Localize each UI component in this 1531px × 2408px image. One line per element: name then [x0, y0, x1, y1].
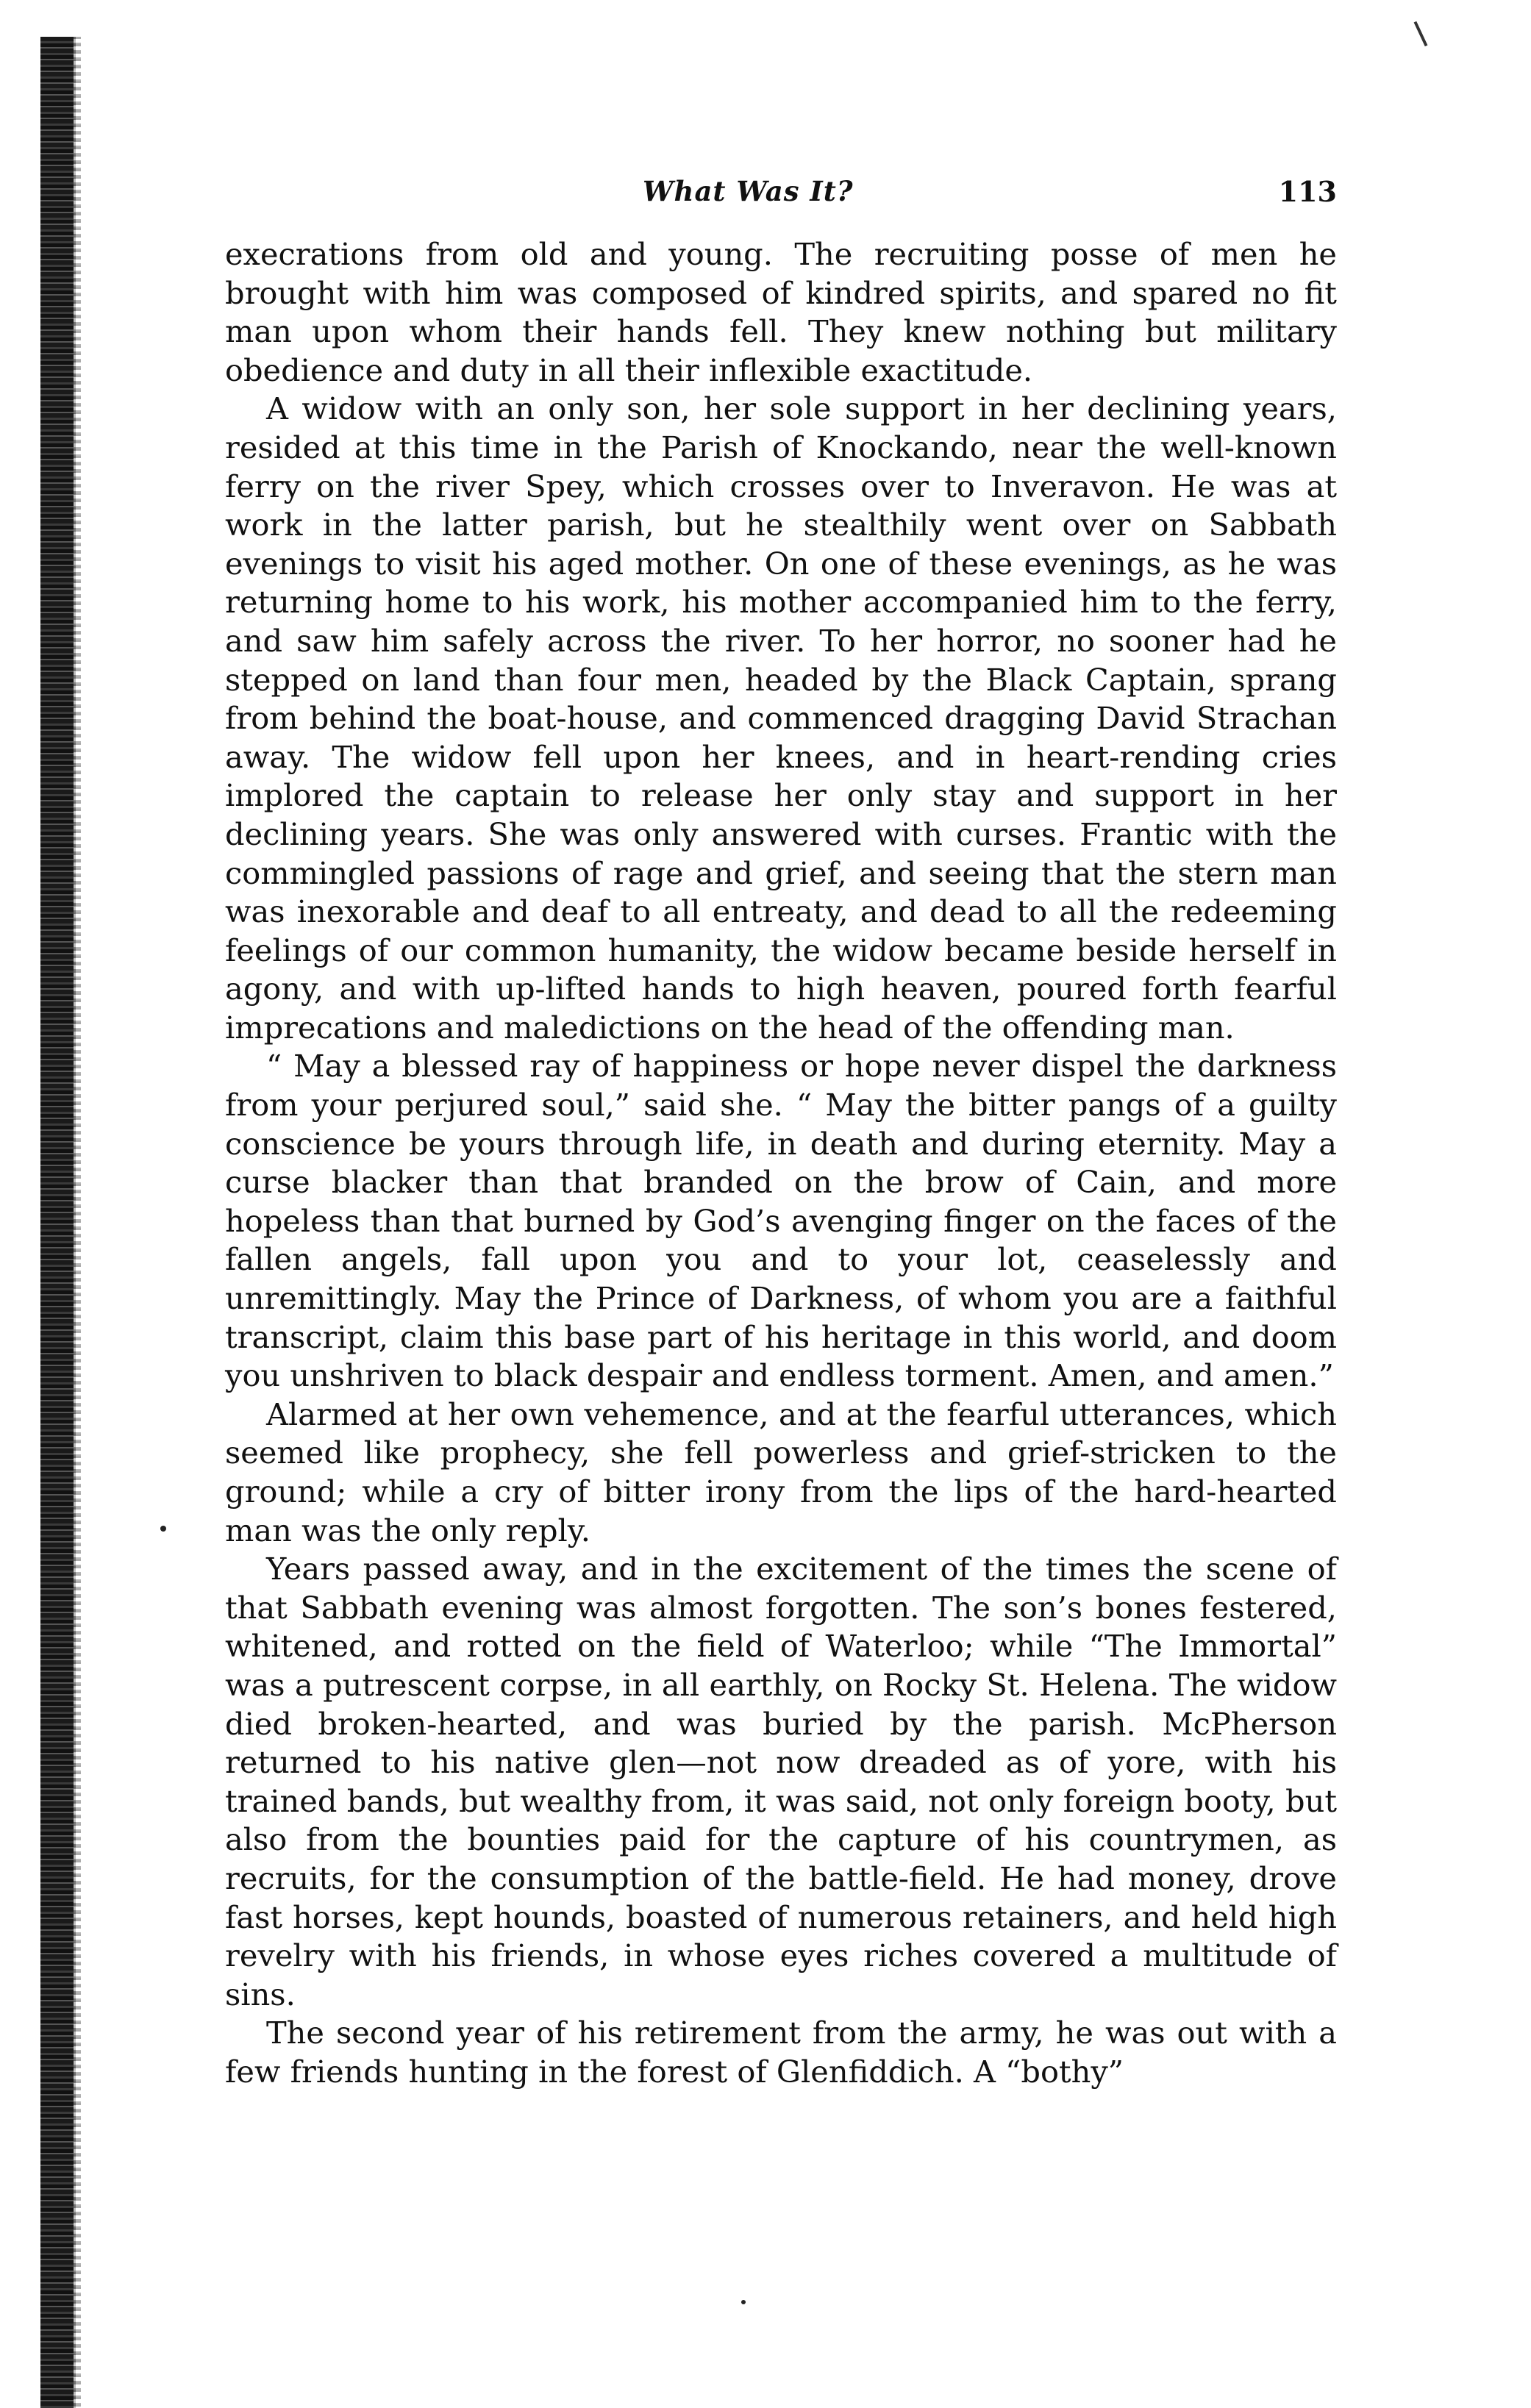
paragraph-2: A widow with an only son, her sole support in her declining years, resided at this time in the Parish of Knockando, near the well-known ferry on the river Spey, which crosses over to Inveravon. He was at work in the latter parish, but he stealthily went over on Sabbath evenings to visit his aged mother. On one of these evenings, as he was returning home to his work, his mother accompanied him to the ferry, and saw him safely across the river. To her horror, no sooner had he stepped on land than four men, headed by the Black Captain, sprang from behind the boat-house, and commenced dragging David Strachan away. The widow fell upon her knees, and in heart-rending cries implored the captain to release her only stay and support in her declining years. She was only answered with curses. Frantic with the commingled passions of rage and grief, and seeing that the stern man was inexorable and deaf to all entreaty, and dead to all the redeeming feelings of our common humanity, the widow became beside herself in agony, and with up-lifted hands to high heaven, poured forth fearful imprecations and maledictions on the head of the offending man. [225, 390, 1337, 1046]
page-gutter-edge [74, 37, 81, 2408]
paragraph-5: Years passed away, and in the excitement of the times the scene of that Sabbath evening was almost forgotten. The son’s bones festered, whitened, and rotted on the field of Waterloo; while “The Immortal” was a putrescent corpse, in all earthly, on Rocky St. Helena. The widow died broken-hearted, and was buried by the parish. McPherson returned to his native glen—not now dreaded as of yore, with his trained bands, but wealthy from, it was said, not only foreign booty, but also from the bounties paid for the capture of his countrymen, as recruits, for the consumption of the battle-field. He had money, drove fast horses, kept hounds, boasted of numerous retainers, and held high revelry with his friends, in whose eyes riches covered a multitude of sins. [225, 1551, 1337, 2012]
book-spine-shadow [40, 37, 76, 2408]
paragraph-6: The second year of his retirement from the army, he was out with a few friends hunting in the forest of Glenfiddich. A “bothy” [225, 2015, 1337, 2090]
book-page [225, 175, 1337, 2092]
paragraph-4: Alarmed at her own vehemence, and at the fearful utterances, which seemed like prophecy, she fell powerless and grief-stricken to the ground; while a cry of bitter irony from the lips of the hard-hearted man was the only reply. [225, 1396, 1337, 1548]
stray-ink-dot [741, 2300, 746, 2304]
page-header [225, 175, 1337, 219]
corner-ink-mark [1414, 21, 1428, 46]
running-title: What Was It? [643, 175, 854, 207]
stray-ink-dot [160, 1526, 166, 1532]
page-number: 113 [1278, 175, 1337, 208]
paragraph-1: execrations from old and young. The recruiting posse of men he brought with him was composed of kindred spirits, and spared no fit man upon whom their hands fell. They knew nothing but military obedience and duty in all their inflexible exactitude. [225, 236, 1337, 388]
paragraph-3: “ May a blessed ray of happiness or hope never dispel the darkness from your perjured soul,” said she. “ May the bitter pangs of a guilty conscience be yours through life, in death and during eternity. May a curse blacker than that branded on the brow of Cain, and more hopeless than that burned by God’s avenging finger on the faces of the fallen angels, fall upon you and to your lot, ceaselessly and unremittingly. May the Prince of Darkness, of whom you are a faithful transcript, claim this base part of his heritage in this world, and doom you unshriven to black despair and endless torment. Amen, and amen.” [225, 1048, 1337, 1394]
